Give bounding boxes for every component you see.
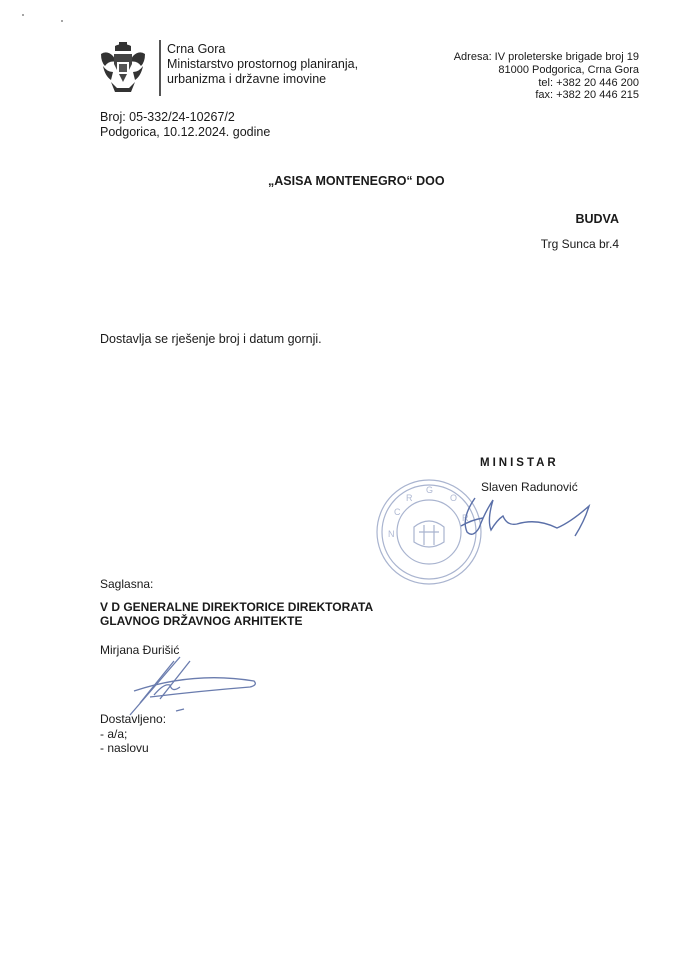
- recipient-name: „ASISA MONTENEGRO“ DOO: [268, 174, 445, 188]
- org-line-ministry-cont: urbanizma i državne imovine: [167, 72, 327, 86]
- ministry-address: [454, 51, 639, 102]
- org-line-ministry: Ministarstvo prostornog planiranja,: [167, 57, 359, 71]
- montenegro-coat-of-arms-icon: [97, 40, 149, 96]
- place-date: Podgorica, 10.12.2024. godine: [100, 125, 271, 139]
- body-text: Dostavlja se rješenje broj i datum gornji.: [100, 332, 322, 346]
- reference-number: Broj: 05-332/24-10267/2: [100, 110, 235, 124]
- svg-text:G: G: [426, 485, 434, 495]
- svg-text:R: R: [462, 513, 469, 523]
- header-divider: [159, 40, 161, 96]
- svg-text:R: R: [406, 493, 413, 503]
- consent-name: Mirjana Đurišić: [100, 643, 180, 657]
- signatory-title: MINISTAR: [480, 457, 559, 469]
- address-fax: fax: +382 20 446 215: [535, 89, 639, 102]
- consent-title-line-1: V D GENERALNE DIREKTORICE DIREKTORATA: [100, 600, 374, 614]
- svg-text:C: C: [394, 507, 401, 517]
- recipient-city: BUDVA: [575, 212, 619, 226]
- recipient-street: Trg Sunca br.4: [540, 237, 619, 251]
- document-reference: [100, 110, 270, 140]
- delivery-list: [100, 712, 166, 756]
- signatory-name: Slaven Radunović: [481, 480, 578, 494]
- delivery-label: Dostavljeno:: [100, 712, 167, 726]
- delivery-item: - naslovu: [100, 741, 149, 755]
- address-street: Adresa: IV proleterske brigade broj 19: [453, 51, 639, 63]
- scan-speck: [61, 20, 63, 22]
- address-phone: tel: +382 20 446 200: [538, 76, 639, 89]
- svg-text:N: N: [388, 529, 395, 539]
- scan-speck: [22, 14, 24, 16]
- organization-name: [167, 42, 358, 87]
- consent-title-line-2: GLAVNOG DRŽAVNOG ARHITEKTE: [100, 614, 303, 628]
- delivery-item: - a/a;: [100, 726, 128, 741]
- address-city: 81000 Podgorica, Crna Gora: [498, 63, 639, 76]
- svg-text:O: O: [450, 493, 458, 503]
- consent-label: Saglasna:: [100, 577, 154, 591]
- director-signature-icon: [120, 655, 280, 720]
- consent-title: [100, 600, 373, 628]
- org-line-country: Crna Gora: [167, 42, 226, 56]
- minister-signature-icon: [455, 492, 615, 542]
